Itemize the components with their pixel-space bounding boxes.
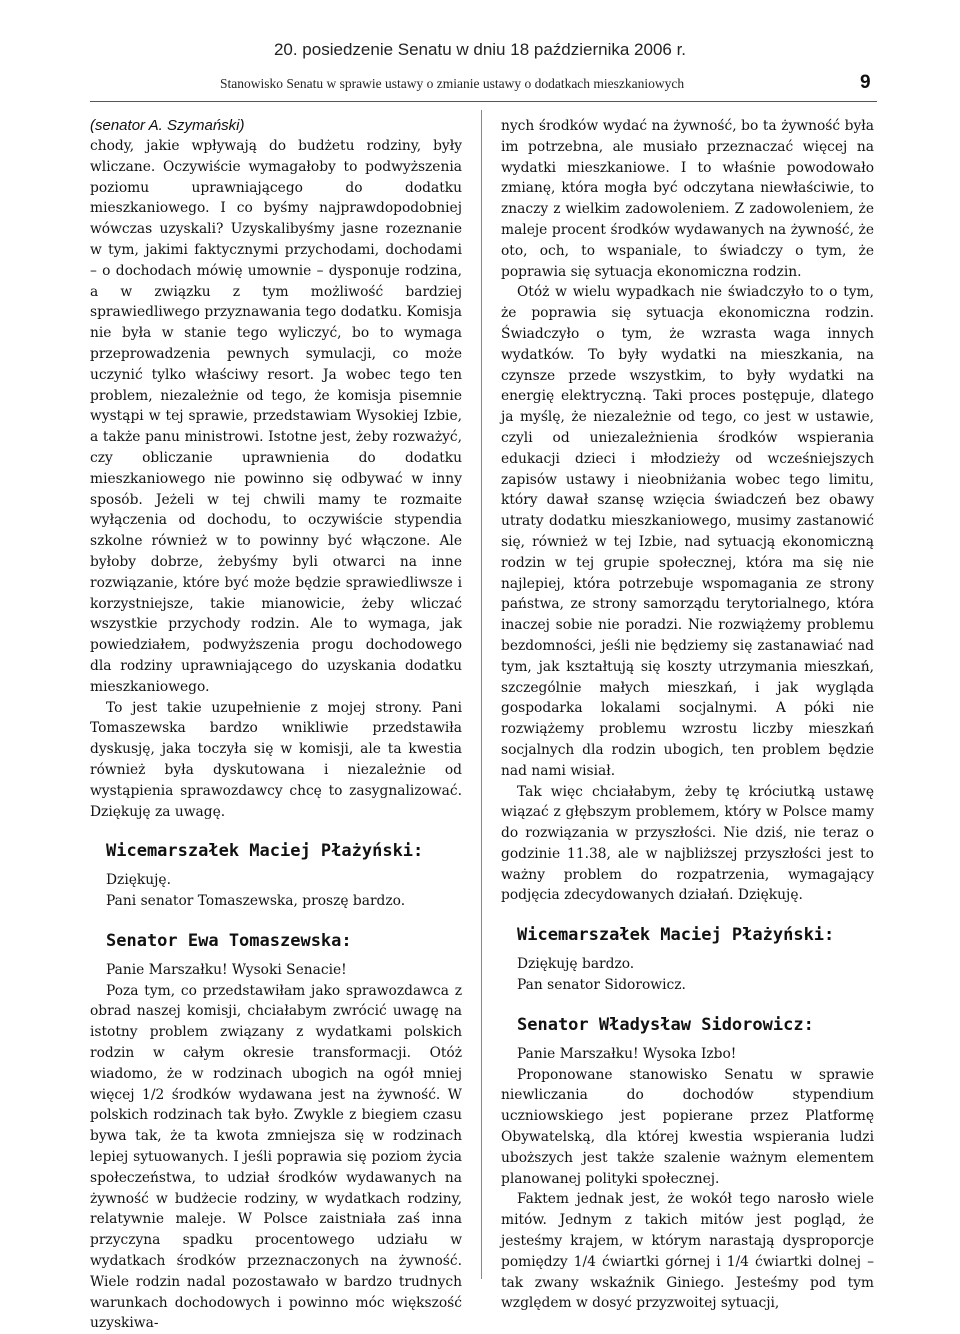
paragraph: Otóż w wielu wypadkach nie świadczyło to o tym, że poprawia się sytuacja ekonomiczna rodzin. Świadczyło o tym, że wzrasta waga innych wydatków. To były wydatki na mieszkania, na czynsze przede wszystkim, to były wydatki na energię elektryczną. Taki proces postępuje, dlatego ja myślę, że niezależnie od tego, co jest w ustawie, czyli od uniezależnienia środków wspierania edukacji dzieci i młodzieży od wcześniejszych zapisów ustawy i nieobniżania wobec tego limitu, który dawał szansę wzięcia świadczeń bez obawy utraty dodatku mieszkaniowego, musimy zastanowić się, również w tej Izbie, nad sytuacją ekonomiczną rodzin w tej grupie społecznej, która ma się nie najlepiej, która potrzebuje wspomagania ze strony państwa, ze strony samorządu terytorialnego, która inaczej sobie nie poradzi. Nie rozwiążemy problemu bezdomności, jeśli nie będziemy się zastanawiać nad tym, jak kształtują się koszty utrzymania mieszkań, szczególnie małych mieszkań, i jak wygląda gospodarka lokalami socjalnymi. A póki nie rozwiążemy problemu wzrostu liczby mieszkań socjalnych dla rodzin ubogich, ten problem będzie nad nami wisiał. — [501, 284, 874, 779]
paragraph: To jest takie uzupełnienie z mojej strony. Pani Tomaszewska bardzo wnikliwie przedstawiła dyskusję, jaka toczyła się w komisji, ale ta kwestia również była dyskutowana i niezależnie od wystąpienia sprawozdawcy chcę to zasygnalizować. Dziękuję za uwagę. — [90, 699, 462, 820]
page-header — [0, 0, 960, 100]
left-column — [90, 116, 462, 1334]
speaker-heading: Wicemarszałek Maciej Płażyński: — [517, 925, 835, 946]
paragraph: Pan senator Sidorowicz. — [517, 977, 686, 994]
section-subtitle: Stanowisko Senatu w sprawie ustawy o zmianie ustawy o dodatkach mieszkaniowych — [220, 76, 685, 91]
speaker-heading: Wicemarszałek Maciej Płażyński: — [106, 841, 424, 862]
paragraph: Tak więc chciałabym, żeby tę króciutką ustawę wiązać z głębszym problemem, który w Polsce mamy do rozwiązania w przyszłości. Nie dziś, nie teraz o godzinie 11.38, ale w najbliższej przyszłości jest to ważny problem do rozpatrzenia, wymagający podjęcia zdecydowanych działań. Dziękuję. — [501, 783, 874, 904]
column-divider — [481, 110, 482, 1279]
paragraph: Panie Marszałku! Wysoki Senacie! — [106, 961, 347, 978]
paragraph: Dziękuję bardzo. — [517, 956, 635, 973]
paragraph: nych środków wydać na żywność, bo ta żywność była im potrzebna, ale musiało przeznaczać więcej na wydatki mieszkaniowe. I to właśnie powodowało zmianę, która mogła być odczytana niewłaściwie, to znaczy z wielkim zadowoleniem. Z zadowoleniem, że maleje procent środków wydawanych na żywność, że oto, och, to wspaniale, to świadczy o tym, że poprawia się sytuacja ekonomiczna rodzin. — [501, 118, 874, 280]
speaker-heading: Senator Ewa Tomaszewska: — [106, 930, 352, 951]
paragraph: chody, jakie wpływają do budżetu rodziny, były wliczane. Oczywiście wymagałoby to podwyższenia poziomu uprawniającego do dodatku mieszkaniowego. I co byśmy najprawdopodobniej wówczas uzyskali? Uzyskalibyśmy jasne rozeznanie w tym, jakimi faktycznymi przychodami, dochodami – o dochodach mówię umownie – dysponuje rodzina, a w związku z tym możliwość bardziej sprawiedliwego przyznawania tego dodatku. Komisja nie była w stanie tego wyliczyć, bo to wymaga przeprowadzenia pewnych symulacji, co może uczynić tylko właściwy resort. Ja wobec tego ten problem, niezależnie od tego, że komisja pisemnie wystąpi w tej sprawie, przedstawiam Wysokiej Izbie, a także panu ministrowi. Istotne jest, żeby rozważyć, czy obliczanie uprawnienia do dodatku mieszkaniowego nie powinno się odbywać w inny sposób. Jeżeli w tej chwili mamy te rozmaite wyłączenia od dochodu, to oczywiście stypendia szkolne również w to powinny być włączone. Ale byłoby dobrze, żebyśmy byli otwarci na inne rozwiązanie, które być może będzie sprawiedliwsze i korzystniejsze, takie mianowicie, żeby wliczać wszystkie przychody rodzin. Ale to wymaga, jak powiedziałem, podwyższenia progu dochodowego dla rodziny uprawniającego do uzyskania dodatku mieszkaniowego. — [90, 138, 462, 695]
header-divider — [90, 101, 877, 102]
paragraph: Proponowane stanowisko Senatu w sprawie niewliczania do dochodów stypendium uczniowskiego jest popierane przez Platformę Obywatelską, dla której kwestia wspierania ludzi uboższych jest także szalenie ważnym elementem planowanej polityki społecznej. — [501, 1066, 874, 1187]
paragraph: Dziękuję. — [106, 872, 171, 889]
speaker-heading: Senator Władysław Sidorowicz: — [517, 1014, 814, 1035]
session-title: 20. posiedzenie Senatu w dniu 18 października 2006 r. — [273, 40, 687, 59]
paragraph: Panie Marszałku! Wysoka Izbo! — [517, 1045, 737, 1062]
page-number: 9 — [860, 72, 871, 93]
speaker-note: (senator A. Szymański) — [90, 117, 245, 134]
right-column — [501, 116, 874, 1314]
paragraph: Pani senator Tomaszewska, proszę bardzo. — [106, 893, 406, 910]
paragraph: Faktem jednak jest, że wokół tego narosło wiele mitów. Jednym z takich mitów jest pogląd, że jesteśmy krajem, w którym narastają dysproporcje pomiędzy 1/4 ćwiartki górnej i 1/4 ćwiartki dolnej – tak zwany wskaźnik Giniego. Jesteśmy pod tym względem w dosyć przyzwoitej sytuacji, — [501, 1191, 874, 1312]
paragraph: Poza tym, co przedstawiłam jako sprawozdawca z obrad naszej komisji, chciałabym zwrócić uwagę na istotny problem związany z wydatkami polskich rodzin w całym okresie transformacji. Otóż wiadomo, że w rodzinach ubogich na ogół mniej więcej 1/2 środków wydawana jest na żywność. W polskich rodzinach tak było. Zwykle z biegiem czasu bywa tak, że ta kwota zmniejsza się w rodzinach lepiej sytuowanych. I jeśli poprawia się poziom życia społeczeństwa, to udział środków wydawanych na żywność w budżecie rodziny, w wydatkach rodziny, relatywnie maleje. W Polsce zaistniała zaś inna przyczyna spadku procentowego udziału w wydatkach środków przeznaczonych na żywność. Wiele rodzin nadal pozostawało w bardzo trudnych warunkach dochodowych i powinno móc większość uzyskiwa- — [90, 982, 462, 1332]
